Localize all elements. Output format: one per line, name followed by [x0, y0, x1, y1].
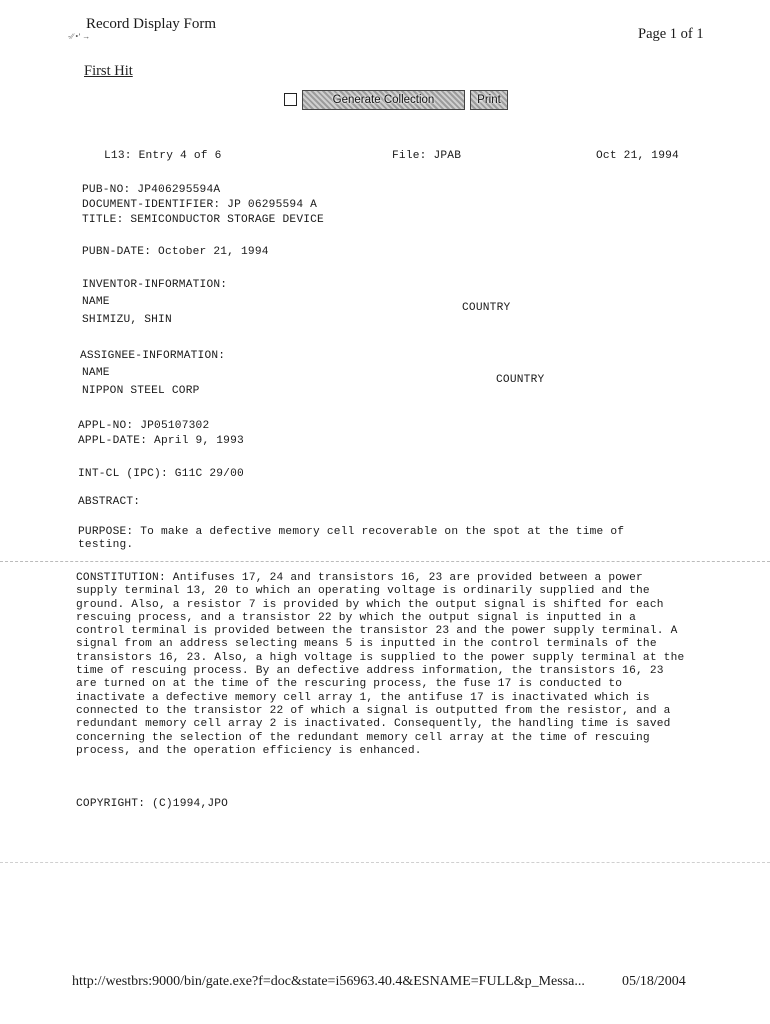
inventor-country-label: COUNTRY [462, 302, 511, 314]
scan-divider [0, 561, 770, 562]
pubn-date: PUBN-DATE: October 21, 1994 [82, 246, 269, 258]
page-header-title: Record Display Form [86, 16, 216, 32]
abstract-heading: ABSTRACT: [78, 496, 141, 508]
scan-divider-lower [0, 862, 770, 863]
assignee-heading: ASSIGNEE-INFORMATION: [80, 350, 226, 362]
int-cl: INT-CL (IPC): G11C 29/00 [78, 468, 244, 480]
assignee-name: NIPPON STEEL CORP [82, 385, 200, 397]
footer-date: 05/18/2004 [622, 974, 686, 989]
inventor-heading: INVENTOR-INFORMATION: [82, 279, 228, 291]
inventor-name: SHIMIZU, SHIN [82, 314, 172, 326]
entry-file: File: JPAB [392, 150, 462, 162]
appl-no: APPL-NO: JP05107302 [78, 420, 210, 432]
select-checkbox[interactable] [284, 93, 297, 106]
appl-date: APPL-DATE: April 9, 1993 [78, 435, 244, 447]
first-hit-link[interactable]: First Hit [84, 63, 133, 79]
abstract-purpose: PURPOSE: To make a defective memory cell recoverable on the spot at the time of testing. [78, 526, 625, 551]
print-button[interactable]: Print [470, 90, 508, 110]
inventor-name-label: NAME [82, 296, 110, 308]
entry-label: L13: Entry 4 of 6 [104, 150, 222, 162]
scan-marks: -⁄⁄ •’ → [68, 32, 91, 41]
assignee-name-label: NAME [82, 367, 110, 379]
copyright: COPYRIGHT: (C)1994,JPO [76, 798, 229, 810]
entry-date: Oct 21, 1994 [596, 150, 679, 162]
abstract-constitution: CONSTITUTION: Antifuses 17, 24 and transistors 16, 23 are provided between a power supply terminal 13, 20 to which an operating voltage is ordinarily supplied and the ground. Also, a resistor 7 is provided by which the output signal is shifted for each rescuing process, and a transistor 22 by which the output signal is inputted in a control terminal is provided between the transistor 23 and the power supply terminal. A signal from an address selecting means 5 is inputted in the control terminals of the transistors 16, 23. Also, a high voltage is supplied to the power supply terminal at the time of rescuing process. By an defective address information, the transistors 16, 23 are turned on at the time of the rescuring process, the fuse 17 is conducted to inactivate a defective memory cell array 1, the antifuse 17 is inactivated which is connected to the transistor 22 of which a signal is outputted from the resistor, and a redundant memory cell array 2 is inactivated. Consequently, the handling time is saved concerning the selection of the redundant memory cell array at the time of rescuing process, and the operation efficiency is enhanced. [76, 572, 685, 757]
assignee-country-label: COUNTRY [496, 374, 545, 386]
footer-url: http://westbrs:9000/bin/gate.exe?f=doc&state=i56963.40.4&ESNAME=FULL&p_Messa... [72, 974, 585, 989]
page-number: Page 1 of 1 [638, 26, 704, 42]
generate-collection-button[interactable]: Generate Collection [302, 90, 465, 110]
document-title: TITLE: SEMICONDUCTOR STORAGE DEVICE [82, 214, 324, 226]
pub-no: PUB-NO: JP406295594A [82, 184, 221, 196]
document-identifier: DOCUMENT-IDENTIFIER: JP 06295594 A [82, 199, 318, 211]
